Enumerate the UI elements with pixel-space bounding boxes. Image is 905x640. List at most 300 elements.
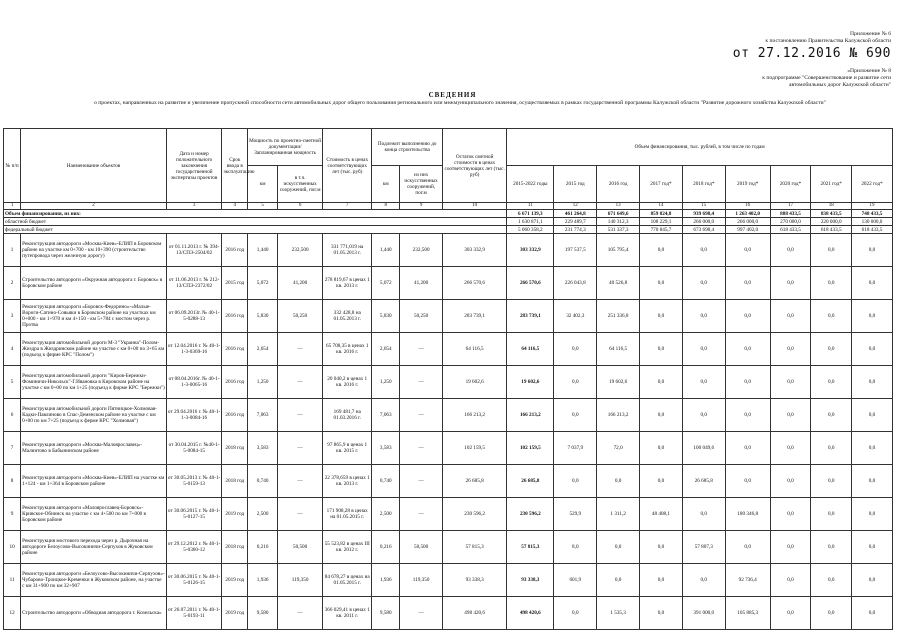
remaining-km: 5,830 <box>372 300 400 333</box>
remaining-cost: 102 159,5 <box>443 432 507 465</box>
project-name: Реконструкция автодороги «Москва-Киев»-ЕЛИП на участке км 1+124 - км 1+364 в Боровском районе <box>21 465 167 498</box>
finance-value: 0,0 <box>640 366 683 399</box>
project-number: 12 <box>4 597 21 630</box>
finance-value: 0,0 <box>725 531 770 564</box>
col-done-bridges: из них искусственных сооружений, пог.м <box>400 166 443 203</box>
finance-value: 0,0 <box>811 267 852 300</box>
project-cost: 331 771,019 на 01.05.2013 г. <box>323 234 372 267</box>
project-cost: 366 029,41 в ценах 1 кв. 2011 г. <box>323 597 372 630</box>
summary-value: 231 774,3 <box>554 226 597 234</box>
remaining-bridges: 50,500 <box>400 531 443 564</box>
finance-value: 0,0 <box>852 564 893 597</box>
finance-value: 19 602,6 <box>507 366 554 399</box>
finance-value: 0,0 <box>770 498 811 531</box>
finance-value: 180 346,8 <box>725 498 770 531</box>
finance-value: 166 213,2 <box>507 399 554 432</box>
finance-value: 0,0 <box>811 597 852 630</box>
finance-value: 0,0 <box>640 234 683 267</box>
finance-value: 0,0 <box>811 234 852 267</box>
capacity-km: 9,580 <box>248 597 278 630</box>
project-name: Реконструкция автодороги «Москва-Малоярославец»-Малинтово в Бабынинском районе <box>21 432 167 465</box>
col-capacity: Мощность по проектно-сметной документации/ Запланированная мощность <box>248 129 323 166</box>
finance-value: 0,0 <box>852 300 893 333</box>
col-remaining: Остаток сметной стоимости в ценах соответствующих лет (тыс. руб) <box>443 129 507 203</box>
finance-value: 391 000,0 <box>682 597 725 630</box>
finance-value: 0,0 <box>682 300 725 333</box>
resolution-date: от 27.12.2016 № 690 <box>732 46 891 61</box>
col-km: км <box>248 166 278 203</box>
expertise-date: от 29.04.2016 г. № 40-1-1-3-0084-16 <box>166 399 222 432</box>
finance-value: 0,0 <box>770 366 811 399</box>
col-2019: 2019 год* <box>725 166 770 203</box>
commissioning-term: 2016 год <box>222 333 248 366</box>
table-row <box>4 531 893 564</box>
finance-value: 7 037,9 <box>554 432 597 465</box>
finance-value: 72,0 <box>597 432 640 465</box>
remaining-km: 3,583 <box>372 432 400 465</box>
summary-value: 618 433,5 <box>852 226 893 234</box>
finance-value: 8,0 <box>554 531 597 564</box>
capacity-bridges: — <box>278 465 323 498</box>
capacity-bridges: 50,500 <box>278 531 323 564</box>
column-number: 8 <box>372 203 400 210</box>
document-subtitle: о проектах, направленных на развитие и увеличение пропускной способности сети автомобильных дорог общего пользования регионального или межмуниципального значения, осуществляемых в рамках государственной программы Калужской области "Развитие дорожного хозяйства Калужской области" <box>94 100 826 106</box>
project-cost: 97 865,9 в ценах 1 кв. 2015 г. <box>323 432 372 465</box>
column-number: 2 <box>21 203 167 210</box>
capacity-km: 2,500 <box>248 498 278 531</box>
remaining-km: 9,580 <box>372 597 400 630</box>
finance-value: 0,0 <box>770 267 811 300</box>
capacity-km: 3,583 <box>248 432 278 465</box>
project-cost: 22 378,659 в ценах 1 кв. 2013 г. <box>323 465 372 498</box>
remaining-cost: 498 420,6 <box>443 597 507 630</box>
finance-value: 0,0 <box>640 399 683 432</box>
finance-value: 0,0 <box>682 564 725 597</box>
finance-value: 0,0 <box>770 234 811 267</box>
project-name: Строительство автодороги «Окружная автодорога г. Боровск» в Боровском районе <box>21 267 167 300</box>
column-number: 7 <box>323 203 372 210</box>
finance-value: 1 311,2 <box>597 498 640 531</box>
finance-value: 0,0 <box>725 399 770 432</box>
finance-value: 0,0 <box>811 531 852 564</box>
capacity-km: 1,440 <box>248 234 278 267</box>
finance-value: 0,0 <box>554 366 597 399</box>
finance-value: 0,0 <box>811 300 852 333</box>
project-number: 2 <box>4 267 21 300</box>
finance-value: 0,0 <box>852 597 893 630</box>
finance-value: 0,0 <box>682 366 725 399</box>
capacity-km: 5,072 <box>248 267 278 300</box>
finance-value: 0,0 <box>852 498 893 531</box>
finance-value: 529,9 <box>554 498 597 531</box>
expertise-date: от 30.06.2015 г. № 40-1-5-0126-15 <box>166 564 222 597</box>
capacity-km: 2,654 <box>248 333 278 366</box>
commissioning-term: 2016 год <box>222 300 248 333</box>
summary-value: 859 824,8 <box>640 210 683 218</box>
remaining-cost: 19 602,6 <box>443 366 507 399</box>
column-number: 18 <box>811 203 852 210</box>
finance-value: 0,0 <box>852 399 893 432</box>
finance-value: 100 049,6 <box>682 432 725 465</box>
finance-value: 93 338,3 <box>507 564 554 597</box>
remaining-cost: 64 116,5 <box>443 333 507 366</box>
finance-value: 0,0 <box>725 366 770 399</box>
summary-value: 531 337,3 <box>597 226 640 234</box>
project-cost: 278 819,67 в ценах 1 кв. 2013 г. <box>323 267 372 300</box>
capacity-bridges: — <box>278 498 323 531</box>
remaining-bridges: — <box>400 432 443 465</box>
project-cost: 171 908,28 в ценах на 01.05.2015 г. <box>323 498 372 531</box>
summary-value: 1 630 871,1 <box>507 218 554 226</box>
commissioning-term: 2016 год <box>222 366 248 399</box>
finance-value: 0,0 <box>640 300 683 333</box>
remaining-bridges: 41,200 <box>400 267 443 300</box>
document-title: СВЕДЕНИЯ <box>428 91 477 99</box>
table-row <box>4 597 893 630</box>
remaining-cost: 283 739,1 <box>443 300 507 333</box>
remaining-km: 2,500 <box>372 498 400 531</box>
column-number: 9 <box>400 203 443 210</box>
remaining-bridges: 50,250 <box>400 300 443 333</box>
finance-value: 0,0 <box>725 234 770 267</box>
summary-value: 6 671 139,3 <box>507 210 554 218</box>
finance-value: 266 570,6 <box>507 267 554 300</box>
project-name: Реконструкция автодороги «Боровск-Федорино»-«Малые-Вороги-Сатино-Совьяки в Боровском районе на участках км 0+000 - км 1+970 и км 4+150 - км 5+784 с мостом через р. Протва <box>21 300 167 333</box>
col-2022: 2022 год* <box>852 166 893 203</box>
column-number: 3 <box>166 203 222 210</box>
col-done-km: км <box>372 166 400 203</box>
project-number: 8 <box>4 465 21 498</box>
remaining-km: 1,936 <box>372 564 400 597</box>
finance-value: 0,0 <box>682 498 725 531</box>
project-number: 5 <box>4 366 21 399</box>
remaining-cost: 303 332,9 <box>443 234 507 267</box>
remaining-bridges: — <box>400 465 443 498</box>
col-2018: 2018 год* <box>682 166 725 203</box>
capacity-bridges: — <box>278 399 323 432</box>
remaining-cost: 266 570,6 <box>443 267 507 300</box>
finance-value: 48 408,1 <box>640 498 683 531</box>
summary-value: 673 698,4 <box>682 226 725 234</box>
column-number: 17 <box>770 203 811 210</box>
summary-row <box>4 218 893 226</box>
finance-value: 102 159,5 <box>507 432 554 465</box>
summary-value: 671 649,6 <box>597 210 640 218</box>
table-row <box>4 234 893 267</box>
capacity-bridges: 50,250 <box>278 300 323 333</box>
commissioning-term: 2019 год <box>222 498 248 531</box>
finance-value: 283 739,1 <box>507 300 554 333</box>
table-row <box>4 432 893 465</box>
col-num: № п/п <box>4 129 21 203</box>
column-number-row <box>4 203 893 210</box>
header-line-1: Приложение № 6 <box>850 31 891 37</box>
project-number: 4 <box>4 333 21 366</box>
table-row <box>4 465 893 498</box>
finance-value: 0,0 <box>811 366 852 399</box>
col-2015: 2015 год <box>554 166 597 203</box>
expertise-date: от 01.11.2013 г. № 394-13/СПЭ-2504/02 <box>166 234 222 267</box>
column-number: 5 <box>248 203 278 210</box>
remaining-km: 5,072 <box>372 267 400 300</box>
expertise-date: от 08.04.2016г. № 40-1-1-3-0065-16 <box>166 366 222 399</box>
summary-value: 108 229,1 <box>640 218 683 226</box>
summary-value: 770 845,7 <box>640 226 683 234</box>
finance-value: 0,0 <box>852 531 893 564</box>
summary-value: 140 312,3 <box>597 218 640 226</box>
capacity-bridges: — <box>278 432 323 465</box>
finance-value: 0,0 <box>770 597 811 630</box>
finance-value: 0,0 <box>682 267 725 300</box>
expertise-date: от 30.05.2013 г. № 40-1-5-0159-13 <box>166 465 222 498</box>
finance-value: 0,0 <box>597 531 640 564</box>
column-number: 6 <box>278 203 323 210</box>
finance-value: 26 685,8 <box>682 465 725 498</box>
commissioning-term: 2015 год <box>222 267 248 300</box>
commissioning-term: 2019 год <box>222 564 248 597</box>
remaining-km: 1,250 <box>372 366 400 399</box>
finance-value: 0,0 <box>682 333 725 366</box>
remaining-bridges: — <box>400 366 443 399</box>
finance-value: 0,0 <box>811 333 852 366</box>
column-number: 1 <box>4 203 21 210</box>
remaining-cost: 93 338,3 <box>443 564 507 597</box>
col-finance: Объем финансирования, тыс. рублей, в том числе по годам <box>507 129 893 166</box>
finance-value: 0,0 <box>597 564 640 597</box>
expertise-date: от 26.07.2011 г. № 40-1-5-0193-11 <box>166 597 222 630</box>
finance-value: 166 213,2 <box>597 399 640 432</box>
finance-value: 197 537,5 <box>554 234 597 267</box>
capacity-bridges: 41,200 <box>278 267 323 300</box>
summary-value: 461 264,8 <box>554 210 597 218</box>
expertise-date: от 30.04.2015 г. №40-1-5-0084-15 <box>166 432 222 465</box>
col-date: Дата и номер положительного заключения государственной экспертизы проектов <box>166 129 222 203</box>
summary-row <box>4 226 893 234</box>
finance-value: 105 885,3 <box>725 597 770 630</box>
project-number: 10 <box>4 531 21 564</box>
summary-value: 220 000,0 <box>811 218 852 226</box>
column-number: 13 <box>597 203 640 210</box>
col-done: Подлежит выполнению до конца строительства <box>372 129 443 166</box>
summary-value: 266 000,0 <box>725 218 770 226</box>
remaining-km: 1,440 <box>372 234 400 267</box>
finance-value: 0,0 <box>640 333 683 366</box>
capacity-bridges: 232,500 <box>278 234 323 267</box>
capacity-bridges: — <box>278 366 323 399</box>
finance-value: 0,0 <box>852 432 893 465</box>
remaining-km: 0,740 <box>372 465 400 498</box>
project-number: 11 <box>4 564 21 597</box>
table-row <box>4 366 893 399</box>
finance-value: 0,0 <box>852 366 893 399</box>
finance-value: 0,0 <box>554 399 597 432</box>
finance-value: 0,0 <box>770 300 811 333</box>
remaining-bridges: 119,350 <box>400 564 443 597</box>
project-cost: 169 481,7 на 01.03.2016 г. <box>323 399 372 432</box>
finance-value: 0,0 <box>597 465 640 498</box>
summary-value: 939 698,4 <box>682 210 725 218</box>
finance-value: 0,0 <box>682 234 725 267</box>
finance-value: 0,0 <box>725 432 770 465</box>
remaining-cost: 230 596,2 <box>443 498 507 531</box>
finance-value: 0,0 <box>554 597 597 630</box>
commissioning-term: 2016 год <box>222 399 248 432</box>
summary-value: 130 000,0 <box>852 218 893 226</box>
finance-value: 0,0 <box>770 465 811 498</box>
summary-value: 997 402,0 <box>725 226 770 234</box>
commissioning-term: 2016 год <box>222 234 248 267</box>
column-number: 16 <box>725 203 770 210</box>
col-bridges: в т.ч. искусственных сооружений, пог.м <box>278 166 323 203</box>
finance-value: 0,0 <box>554 465 597 498</box>
finance-value: 0,0 <box>725 333 770 366</box>
capacity-km: 0,216 <box>248 531 278 564</box>
project-name: Реконструкция автомобильной дороги М-3 "Украина"-Полом-Жиздра в Жиздринском районе на участке с км 0+00 по 3+65 км (подъезд к фирме КРС "Полом") <box>21 333 167 366</box>
finance-value: 0,0 <box>852 333 893 366</box>
finance-value: 0,0 <box>682 399 725 432</box>
finance-value: 0,0 <box>811 498 852 531</box>
finance-value: 0,0 <box>640 597 683 630</box>
project-cost: 84 678,27 в ценах на 01.05.2015 г. <box>323 564 372 597</box>
remaining-km: 7,063 <box>372 399 400 432</box>
finance-value: 0,0 <box>640 531 683 564</box>
capacity-km: 7,063 <box>248 399 278 432</box>
finance-value: 0,0 <box>640 432 683 465</box>
summary-value: 270 000,0 <box>770 218 811 226</box>
summary-value: 748 433,5 <box>852 210 893 218</box>
resolution-header <box>765 31 891 45</box>
table-row <box>4 564 893 597</box>
col-total: 2015-2022 годы <box>507 166 554 203</box>
table-row <box>4 498 893 531</box>
summary-value: 5 060 358,2 <box>507 226 554 234</box>
column-number: 11 <box>507 203 554 210</box>
finance-value: 57 815,3 <box>507 531 554 564</box>
table-body <box>4 210 893 630</box>
project-name: Реконструкция автодороги «Малоярославец-Боровск»-Кривское-Обнинск на участке с км 4+500 по км 7+000 в Боровском районе <box>21 498 167 531</box>
finance-value: 1 535,3 <box>597 597 640 630</box>
project-cost: 55 523,82 в ценах III кв. 2012 г. <box>323 531 372 564</box>
finance-value: 230 596,2 <box>507 498 554 531</box>
col-name: Наименование объектов <box>21 129 167 203</box>
finance-value: 0,0 <box>852 465 893 498</box>
finance-value: 0,0 <box>811 399 852 432</box>
finance-value: 0,0 <box>770 564 811 597</box>
finance-value: 105 795,4 <box>597 234 640 267</box>
project-name: Строительство автодороги «Обводная автодорога г. Козельска» <box>21 597 167 630</box>
table-row <box>4 399 893 432</box>
finance-value: 0,0 <box>770 399 811 432</box>
summary-label: областной бюджет <box>4 218 507 226</box>
capacity-bridges: — <box>278 333 323 366</box>
project-number: 1 <box>4 234 21 267</box>
header-line-3: «Приложение № 8 <box>847 68 891 74</box>
finance-value: 64 116,5 <box>507 333 554 366</box>
project-cost: 20 040,2 в ценах 1 кв. 2016 г. <box>323 366 372 399</box>
annex-header <box>762 68 891 89</box>
header-line-4: к подпрограмме "Совершенствование и развитие сети <box>762 75 891 81</box>
finance-value: 0,0 <box>811 564 852 597</box>
remaining-km: 2,654 <box>372 333 400 366</box>
remaining-bridges: — <box>400 498 443 531</box>
summary-row <box>4 210 893 218</box>
capacity-km: 1,250 <box>248 366 278 399</box>
project-name: Реконструкция автомобильной дороги "Киров-Бережки-Фоминичи-Никольск"-Г.Ивановка в Кировском районе на участке с км 0+00 по км 1+25 (подъезд к фирме КРС "Бережки") <box>21 366 167 399</box>
summary-value: 1 263 402,0 <box>725 210 770 218</box>
expertise-date: от 29.12.2012 г. № 40-1-5-0360-12 <box>166 531 222 564</box>
capacity-km: 1,936 <box>248 564 278 597</box>
table-row <box>4 267 893 300</box>
finance-value: 251 336,8 <box>597 300 640 333</box>
project-name: Реконструкция автомобильной дороги Пятницкое-Холмовая-Кадки-Павлиново в Спас-Деменском районе на участке с км 0+00 по км 7+25 (подъезд к ферме КРС "Холмовая") <box>21 399 167 432</box>
summary-value: 888 433,5 <box>770 210 811 218</box>
finance-value: 0,0 <box>770 333 811 366</box>
finance-value: 0,0 <box>852 267 893 300</box>
commissioning-term: 2018 год <box>222 531 248 564</box>
summary-value: 266 000,0 <box>682 218 725 226</box>
project-number: 7 <box>4 432 21 465</box>
header-line-5: автомобильных дорог Калужской области" <box>789 82 891 88</box>
project-name: Реконструкция автодороги «Белоусово-Высокиничи-Серпухов»-Чубарово-Троицкое-Кременки в Жуковском районе, на участке с км 31+900 по км 32+907 <box>21 564 167 597</box>
column-number: 19 <box>852 203 893 210</box>
column-number: 12 <box>554 203 597 210</box>
finance-value: 0,0 <box>725 300 770 333</box>
finance-value: 0,0 <box>640 564 683 597</box>
finance-value: 498 420,6 <box>507 597 554 630</box>
summary-value: 618 433,5 <box>811 226 852 234</box>
remaining-bridges: — <box>400 333 443 366</box>
col-2021: 2021 год* <box>811 166 852 203</box>
remaining-cost: 26 685,8 <box>443 465 507 498</box>
table-row <box>4 300 893 333</box>
finance-value: 0,0 <box>554 333 597 366</box>
column-number: 14 <box>640 203 683 210</box>
summary-label: федеральный бюджет <box>4 226 507 234</box>
remaining-bridges: 232,500 <box>400 234 443 267</box>
finance-value: 32 402,3 <box>554 300 597 333</box>
project-number: 9 <box>4 498 21 531</box>
summary-value: 618 433,5 <box>770 226 811 234</box>
expertise-date: от 30.06.2015 г. № 40-1-5-0127-15 <box>166 498 222 531</box>
finance-value: 0,0 <box>811 465 852 498</box>
commissioning-term: 2019 год <box>222 597 248 630</box>
finance-value: 0,0 <box>640 267 683 300</box>
remaining-cost: 57 815,3 <box>443 531 507 564</box>
expertise-date: от 06.09.2013г. № 40-1-5-0288-13 <box>166 300 222 333</box>
finance-value: 601,9 <box>554 564 597 597</box>
col-2017: 2017 год* <box>640 166 683 203</box>
col-2020: 2020 год* <box>770 166 811 203</box>
commissioning-term: 2018 год <box>222 432 248 465</box>
column-number: 15 <box>682 203 725 210</box>
capacity-bridges: — <box>278 597 323 630</box>
remaining-km: 0,216 <box>372 531 400 564</box>
finance-value: 226 043,8 <box>554 267 597 300</box>
finance-value: 0,0 <box>811 432 852 465</box>
finance-value: 0,0 <box>640 465 683 498</box>
finance-value: 57 807,3 <box>682 531 725 564</box>
remaining-cost: 166 213,2 <box>443 399 507 432</box>
finance-value: 64 116,5 <box>597 333 640 366</box>
finance-value: 0,0 <box>725 267 770 300</box>
finance-value: 0,0 <box>725 465 770 498</box>
expertise-date: от 12.04.2016 г. № 40-1-1-3-0369-16 <box>166 333 222 366</box>
remaining-bridges: — <box>400 399 443 432</box>
projects-table <box>3 128 893 630</box>
finance-value: 303 332,9 <box>507 234 554 267</box>
project-name: Реконструкция мостового перехода через р. Дырочная на автодороге Белоусово-Высокиничи-Серпухов в Жуковском районе <box>21 531 167 564</box>
project-number: 6 <box>4 399 21 432</box>
